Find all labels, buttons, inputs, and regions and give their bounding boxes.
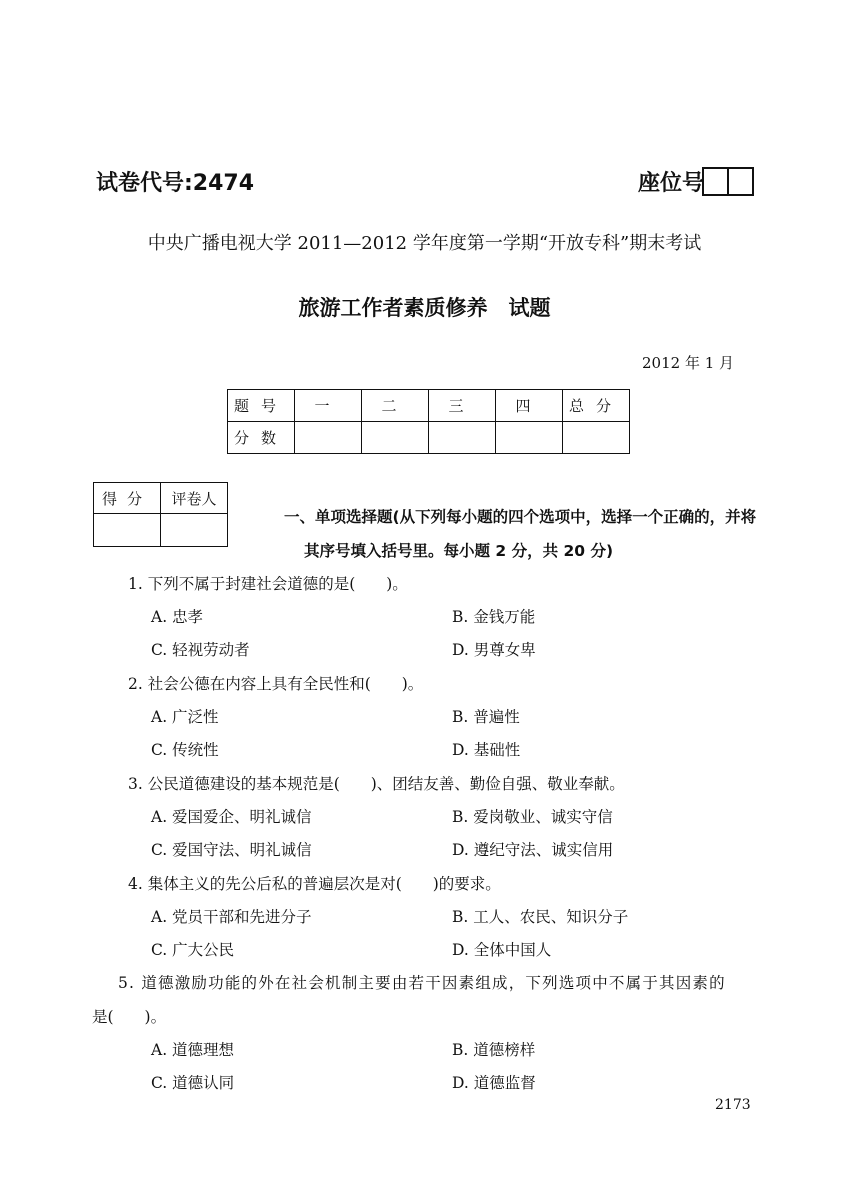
exam-date: 2012 年 1 月 [642,354,735,372]
grader-header-cell: 评卷人 [161,483,228,514]
score-header-cell: 总分 [563,390,630,422]
option-c: C. 轻视劳动者 [151,641,250,659]
option-c: C. 爱国守法、明礼诚信 [151,841,312,859]
grader-header-cell: 得分 [94,483,161,514]
score-cell[interactable] [563,422,630,454]
option-d: D. 全体中国人 [452,941,552,959]
score-table [227,389,630,454]
option-a: A. 忠孝 [151,608,204,626]
option-a: A. 广泛性 [151,708,219,726]
exam-header: 中央广播电视大学 2011—2012 学年度第一学期“开放专科”期末考试 [147,233,702,254]
grader-table-value-row [94,514,228,547]
score-header-cell: 三 [429,390,496,422]
option-a: A. 党员干部和先进分子 [151,908,312,926]
question-stem: 5. 道德激励功能的外在社会机制主要由若干因素组成，下列选项中不属于其因素的 [118,974,726,992]
question-stem: 3. 公民道德建设的基本规范是( )、团结友善、勤俭自强、敬业奉献。 [128,775,625,793]
seat-label: 座位号 [638,171,705,196]
exam-title: 旅游工作者素质修养 试题 [298,296,551,320]
option-a: A. 道德理想 [151,1041,235,1059]
score-cell[interactable] [496,422,563,454]
score-header-cell: 二 [362,390,429,422]
question-stem-continued: 是( )。 [92,1008,167,1026]
option-c: C. 道德认同 [151,1074,235,1092]
question-stem: 1. 下列不属于封建社会道德的是( )。 [128,575,408,593]
question-stem: 2. 社会公德在内容上具有全民性和( )。 [128,675,424,693]
seat-number [638,166,754,197]
option-d: D. 遵纪守法、诚实信用 [452,841,614,859]
page-number: 2173 [715,1097,751,1113]
score-table-value-row [228,422,630,454]
score-cell[interactable] [429,422,496,454]
score-header-cell: 四 [496,390,563,422]
option-c: C. 广大公民 [151,941,235,959]
paper-code: 试卷代号:2474 [96,171,255,196]
grader-score-cell[interactable] [94,514,161,547]
score-table-header-row [228,390,630,422]
option-d: D. 基础性 [452,741,521,759]
option-c: C. 传统性 [151,741,219,759]
option-b: B. 道德榜样 [452,1041,536,1059]
section-title-line2: 其序号填入括号里。每小题 2 分，共 20 分) [304,542,614,560]
grader-table-header-row [94,483,228,514]
score-cell[interactable] [295,422,362,454]
option-d: D. 道德监督 [452,1074,536,1092]
seat-box-2[interactable] [727,167,754,196]
section-title-line1: 一、单项选择题(从下列每小题的四个选项中，选择一个正确的，并将 [284,508,757,526]
option-a: A. 爱国爱企、明礼诚信 [151,808,312,826]
option-b: B. 爱岗敬业、诚实守信 [452,808,613,826]
grader-name-cell[interactable] [161,514,228,547]
option-b: B. 普遍性 [452,708,520,726]
score-header-cell: 题号 [228,390,295,422]
option-b: B. 工人、农民、知识分子 [452,908,629,926]
grader-table [93,482,228,547]
score-cell[interactable] [362,422,429,454]
seat-box-1[interactable] [702,167,729,196]
question-stem: 4. 集体主义的先公后私的普遍层次是对( )的要求。 [128,875,501,893]
score-row-label: 分数 [228,422,295,454]
option-b: B. 金钱万能 [452,608,536,626]
option-d: D. 男尊女卑 [452,641,536,659]
score-header-cell: 一 [295,390,362,422]
